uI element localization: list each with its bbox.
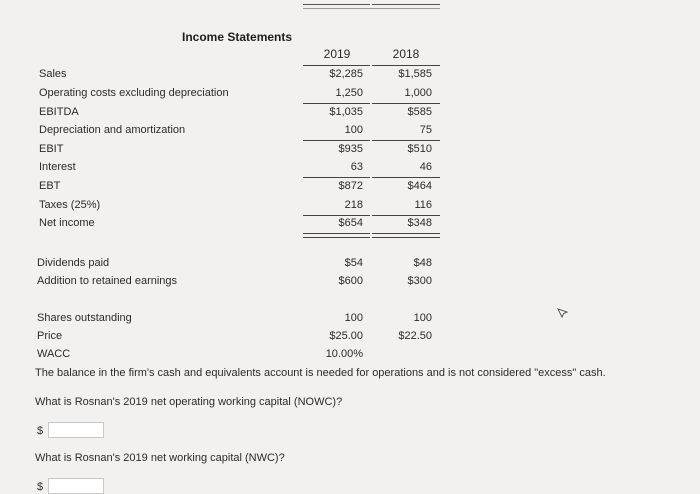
nowc-answer-input[interactable] — [48, 422, 104, 438]
year-2019-header: 2019 — [323, 47, 351, 61]
taxes-2019: 218 — [344, 199, 363, 211]
interest-2018: 46 — [419, 161, 432, 173]
header-rule-thin — [303, 8, 440, 9]
currency-symbol-nwc: $ — [37, 481, 44, 493]
shares-outstanding-2019: 100 — [344, 312, 363, 324]
row-label-interest: Interest — [39, 161, 76, 173]
net-income-2019: $654 — [338, 217, 363, 229]
interest-2019: 63 — [350, 161, 363, 173]
shares-outstanding-2018: 100 — [413, 312, 432, 324]
wacc-label: WACC — [37, 348, 71, 360]
row-label-ebitda: EBITDA — [39, 106, 79, 118]
sales-2018: $1,585 — [398, 68, 432, 80]
excess-cash-note: The balance in the firm's cash and equivalents account is needed for operations and is not considered "excess" cash. — [35, 367, 606, 379]
dividends-paid-2018: $48 — [413, 257, 432, 269]
year-2018-header: 2018 — [392, 47, 420, 61]
ebt-2018: $464 — [407, 180, 432, 192]
row-label-depreciation: Depreciation and amortization — [39, 124, 186, 136]
question-nwc: What is Rosnan's 2019 net working capital (NWC)? — [35, 452, 285, 464]
rule-ebt-2019 — [303, 177, 370, 178]
rule-ebitda-2018 — [372, 103, 440, 104]
header-rule-2019 — [303, 4, 370, 5]
dividends-paid-2019: $54 — [344, 257, 363, 269]
depreciation-2018: 75 — [419, 124, 432, 136]
rule-net-income-2018 — [372, 215, 440, 216]
retained-earnings-2018: $300 — [407, 275, 432, 287]
header-rule-2018 — [372, 4, 440, 5]
net-income-2018: $348 — [407, 217, 432, 229]
row-label-dividends-paid: Dividends paid — [37, 257, 110, 269]
retained-earnings-2019: $600 — [338, 275, 363, 287]
operating-costs-2019: 1,250 — [335, 87, 363, 99]
table-title: Income Statements — [182, 30, 293, 44]
rule-ebit-2019 — [303, 140, 370, 141]
rule-ebt-2018 — [372, 177, 440, 178]
row-label-sales: Sales — [39, 68, 67, 80]
rule-ebitda-2019 — [303, 103, 370, 104]
rule-net-income-2019 — [303, 215, 370, 216]
depreciation-2019: 100 — [344, 124, 363, 136]
price-2019: $25.00 — [329, 330, 363, 342]
double-rule-2018 — [372, 233, 440, 238]
ebitda-2018: $585 — [407, 106, 432, 118]
operating-costs-2018: 1,000 — [404, 87, 432, 99]
row-label-taxes: Taxes (25%) — [39, 199, 101, 211]
row-label-ebt: EBT — [39, 180, 61, 192]
row-label-retained-earnings: Addition to retained earnings — [37, 275, 178, 287]
year-underline-2019 — [303, 65, 370, 66]
question-nowc: What is Rosnan's 2019 net operating working capital (NOWC)? — [35, 396, 343, 408]
price-label: Price — [37, 330, 63, 342]
double-rule-2019 — [303, 233, 370, 238]
ebt-2019: $872 — [338, 180, 363, 192]
shares-outstanding-label: Shares outstanding — [37, 312, 132, 324]
sales-2019: $2,285 — [329, 68, 363, 80]
row-label-net-income: Net income — [39, 217, 95, 229]
ebit-2019: $935 — [338, 143, 363, 155]
row-label-ebit: EBIT — [39, 143, 64, 155]
wacc-value: 10.00% — [325, 348, 363, 360]
row-label-operating-costs: Operating costs excluding depreciation — [39, 87, 229, 99]
mouse-pointer-icon — [556, 306, 570, 320]
currency-symbol-nowc: $ — [37, 425, 44, 437]
rule-ebit-2018 — [372, 140, 440, 141]
ebit-2018: $510 — [407, 143, 432, 155]
price-2018: $22.50 — [398, 330, 432, 342]
ebitda-2019: $1,035 — [329, 106, 363, 118]
taxes-2018: 116 — [414, 199, 432, 211]
year-underline-2018 — [372, 65, 440, 66]
